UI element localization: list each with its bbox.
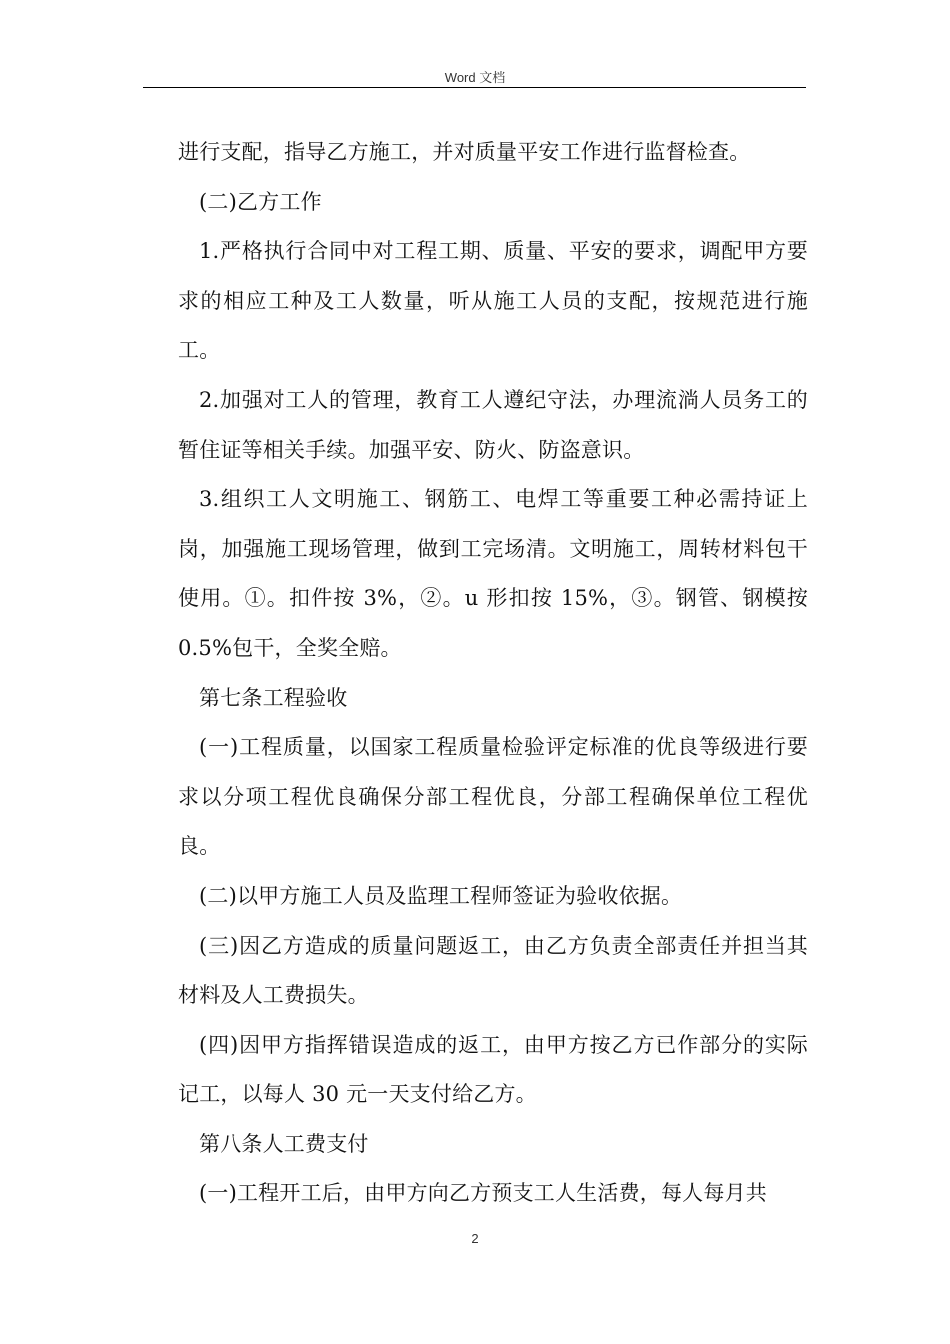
paragraph: (一)工程开工后，由甲方向乙方预支工人生活费，每人每月共 <box>199 1181 767 1206</box>
section-heading: 第七条工程验收 <box>199 685 348 710</box>
page-number: 2 <box>471 1231 479 1246</box>
document-body <box>178 128 808 1219</box>
paragraph: (二)乙方工作 <box>199 189 322 214</box>
paragraph: 进行支配，指导乙方施工，并对质量平安工作进行监督检查。 <box>178 140 751 164</box>
paragraph: 3.组织工人文明施工、钢筋工、电焊工等重要工种必需持证上岗，加强施工现场管理，做到工完场清。文明施工，周转材料包干使用。①。扣件按 3%，②。u 形扣按 15%，③。钢管、钢模按 0.5%包干，全奖全赔。 <box>178 487 808 660</box>
paragraph: 1.严格执行合同中对工程工期、质量、平安的要求，调配甲方要求的相应工种及工人数量，听从施工人员的支配，按规范进行施工。 <box>178 239 808 363</box>
paragraph: (三)因乙方造成的质量问题返工，由乙方负责全部责任并担当其材料及人工费损失。 <box>178 933 808 1008</box>
paragraph: (一)工程质量，以国家工程质量检验评定标准的优良等级进行要求以分项工程优良确保分部工程优良，分部工程确保单位工程优良。 <box>178 735 808 859</box>
paragraph: (四)因甲方指挥错误造成的返工，由甲方按乙方已作部分的实际记工，以每人 30 元一天支付给乙方。 <box>178 1032 808 1107</box>
paragraph: 2.加强对工人的管理，教育工人遵纪守法，办理流淌人员务工的暂住证等相关手续。加强平安、防火、防盗意识。 <box>178 387 808 462</box>
header-title: Word 文档 <box>444 70 506 85</box>
section-heading: 第八条人工费支付 <box>199 1131 369 1156</box>
paragraph: (二)以甲方施工人员及监理工程师签证为验收依据。 <box>199 883 683 908</box>
header-divider <box>143 87 806 88</box>
